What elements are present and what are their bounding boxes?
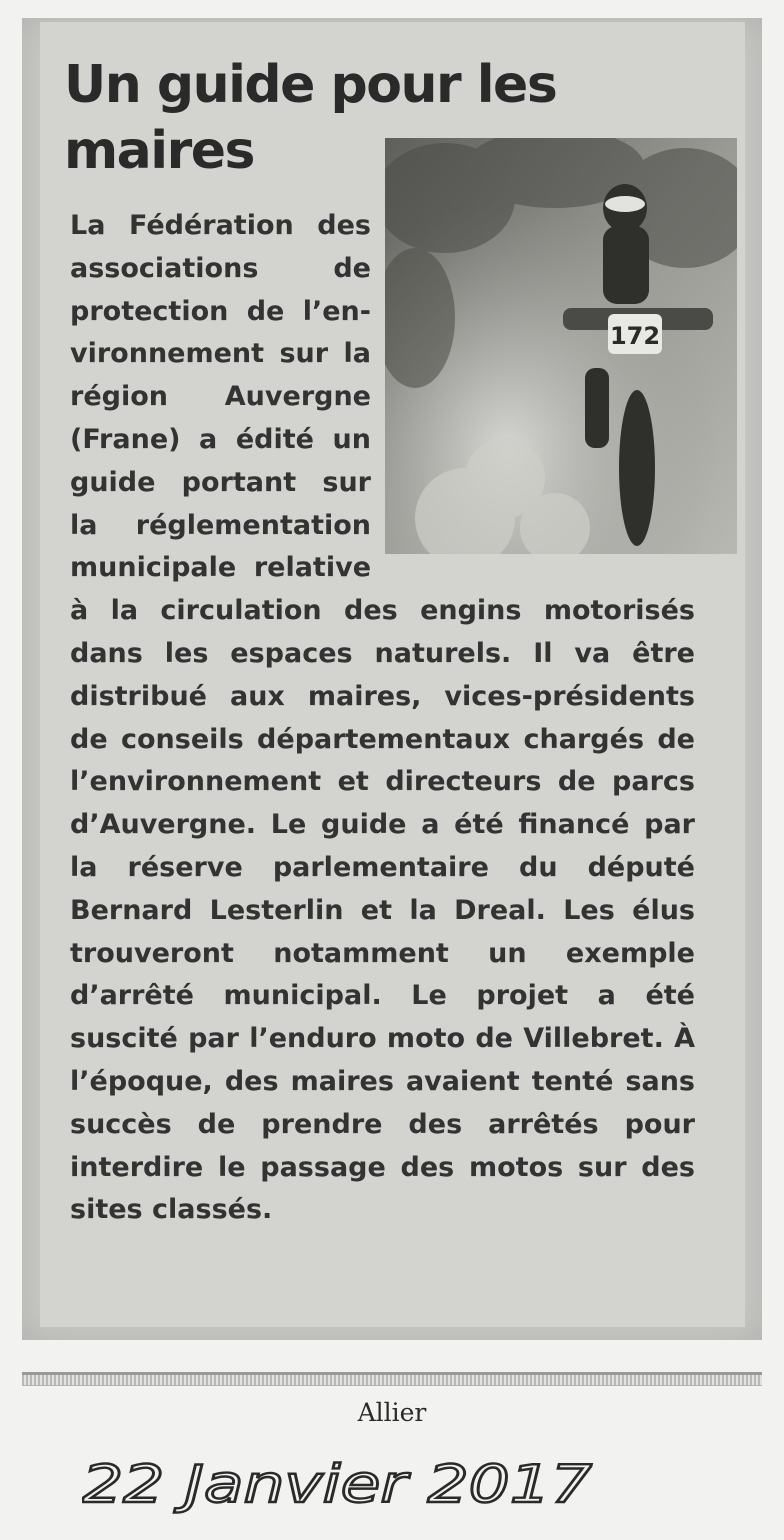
article-headline: Un guide pour les maires xyxy=(64,55,557,181)
photo-text-wrap xyxy=(377,205,695,575)
race-number: 172 xyxy=(609,322,661,350)
handwritten-date-text: 22 Janvier 2017 xyxy=(82,1455,592,1515)
page-divider xyxy=(22,1372,762,1386)
newspaper-source: Allier xyxy=(357,1398,427,1427)
article-body xyxy=(70,205,695,1232)
article-body-text: La Fédération des associations de protection de l’environnement sur la région Auvergne (Frane) a édité un guide portant sur la réglementation municipale relative à la circulation des engins motorisés dans les espaces naturels. Il va être distribué aux maires, vices-présidents de conseils départementaux chargés de l’environnement et directeurs de parcs d’Auvergne. Le guide a été financé par la réserve parlementaire du député Bernard Lesterlin et la Dreal. Les élus trouveront notamment un exemple d’arrêté municipal. Le projet a été suscité par l’enduro moto de Villebret. À l’époque, des maires avaient tenté sans succès de prendre des arrêtés pour interdire le passage des motos sur des sites classés. xyxy=(70,210,695,1226)
handwritten-date xyxy=(82,1440,602,1530)
